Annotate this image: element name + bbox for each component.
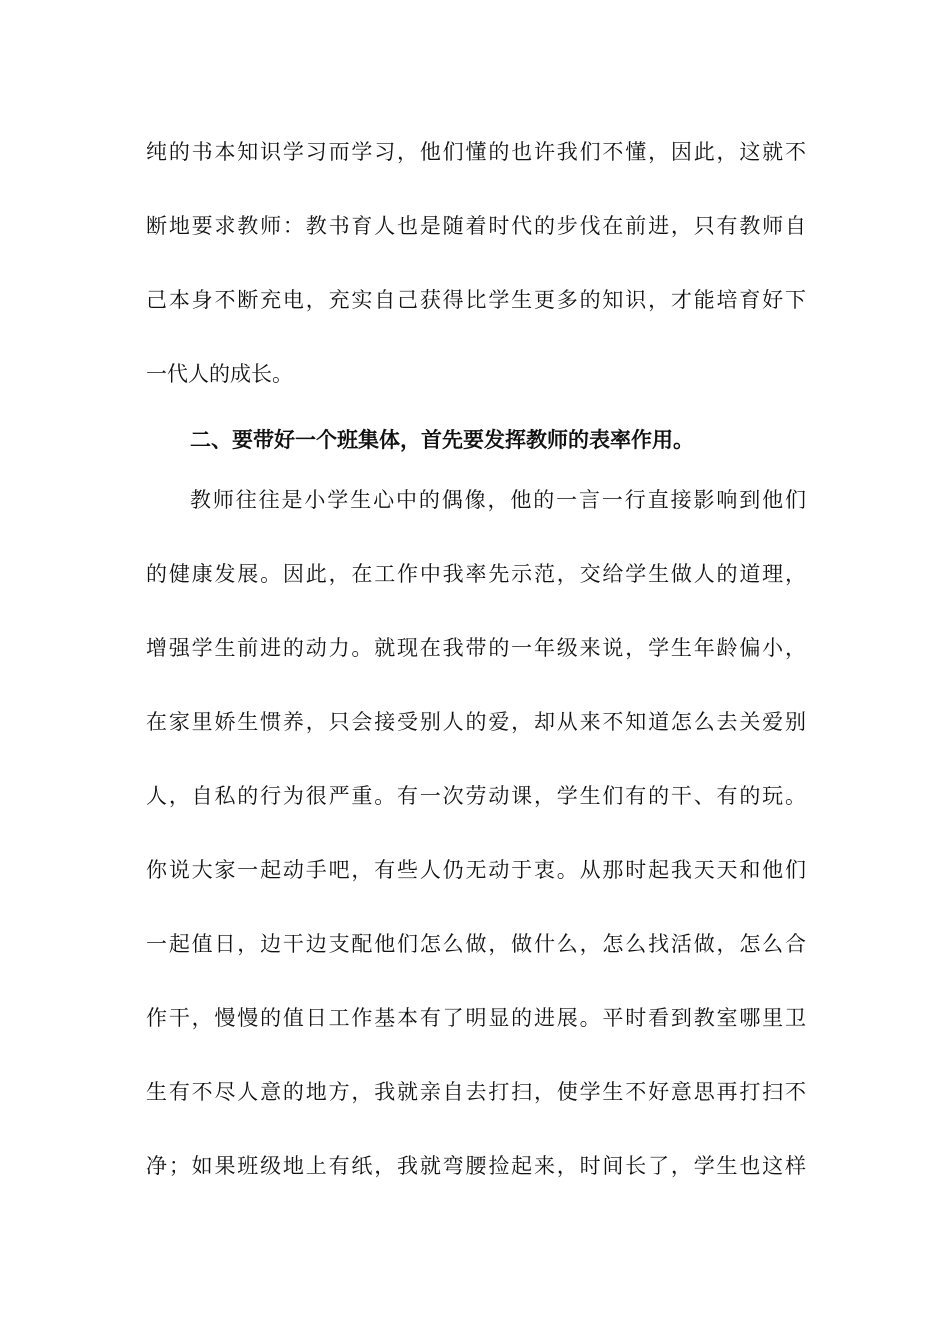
body-text-line: 在家里娇生惯养，只会接受别人的爱，却从来不知道怎么去关爱别 [146,710,806,734]
section-heading: 二、要带好一个班集体，首先要发挥教师的表率作用。 [190,428,694,452]
body-text-line: 一起值日，边干边支配他们怎么做，做什么，怎么找活做，怎么合 [146,932,806,956]
body-text-line: 作干，慢慢的值日工作基本有了明显的进展。平时看到教室哪里卫 [146,1006,806,1030]
paragraph-first-line: 教师往往是小学生心中的偶像，他的一言一行直接影响到他们 [190,488,806,512]
body-text-line: 断地要求教师：教书育人也是随着时代的步伐在前进，只有教师自 [146,214,806,238]
body-text-line: 己本身不断充电，充实自己获得比学生更多的知识，才能培育好下 [146,288,806,312]
body-text-line: 的健康发展。因此，在工作中我率先示范，交给学生做人的道理， [146,562,806,586]
body-text-line: 净；如果班级地上有纸，我就弯腰捡起来，时间长了，学生也这样 [146,1154,806,1178]
body-text-line: 生有不尽人意的地方，我就亲自去打扫，使学生不好意思再打扫不 [146,1080,806,1104]
body-text-line: 纯的书本知识学习而学习，他们懂的也许我们不懂，因此，这就不 [146,140,806,164]
body-text-line: 你说大家一起动手吧，有些人仍无动于衷。从那时起我天天和他们 [146,858,806,882]
body-text-line: 一代人的成长。 [146,362,293,386]
body-text-line: 人，自私的行为很严重。有一次劳动课，学生们有的干、有的玩。 [146,784,806,808]
body-text-line: 增强学生前进的动力。就现在我带的一年级来说，学生年龄偏小， [146,636,806,660]
